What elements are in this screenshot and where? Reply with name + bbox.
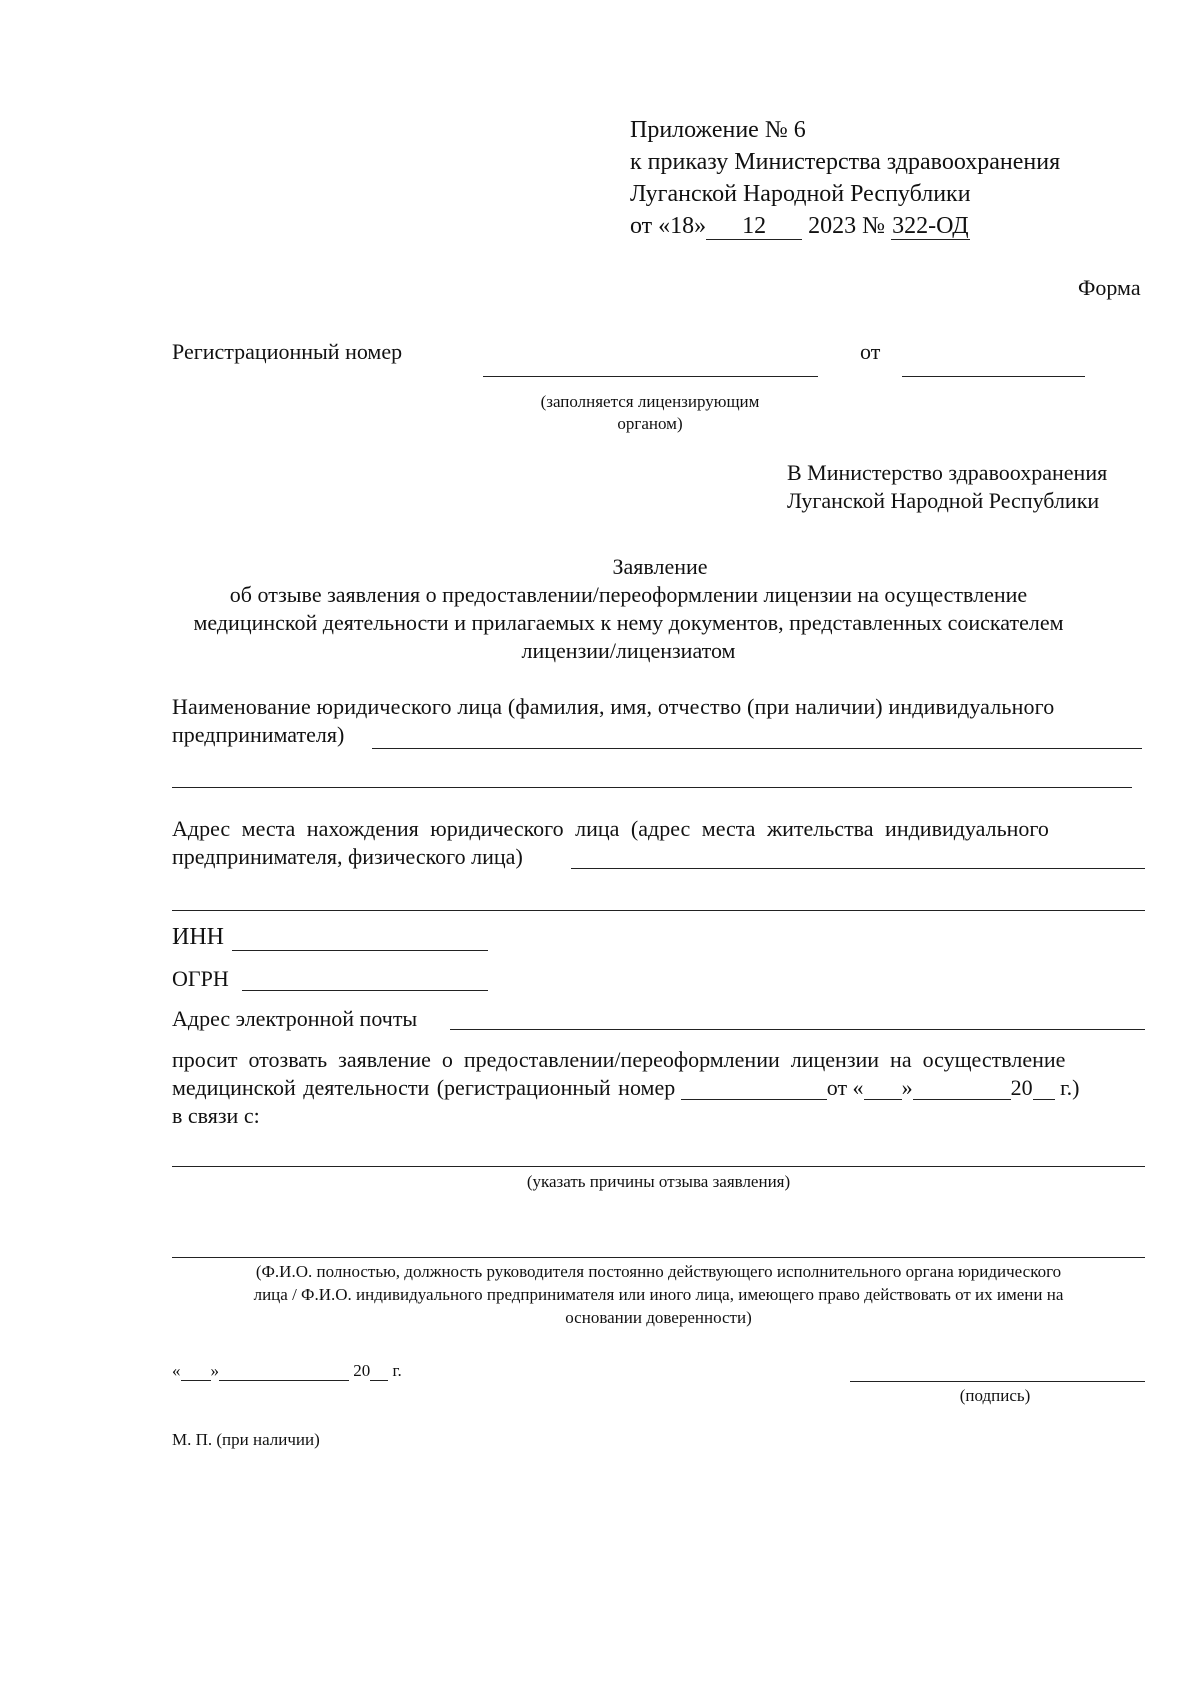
inn-label: ИНН	[172, 924, 224, 950]
inn-field[interactable]	[232, 950, 488, 951]
document-subtitle-1: об отзыве заявления о предоставлении/переоформлении лицензии на осуществление	[229, 582, 1028, 607]
address-field-line-2[interactable]	[172, 910, 1145, 911]
org-name-label: Наименование юридического лица (фамилия, имя, отчество (при наличии) индивидуального	[172, 694, 1055, 719]
request-from-close: »	[901, 1075, 913, 1100]
request-year-prefix: 20	[1010, 1075, 1033, 1100]
footer-year-suffix: г.	[392, 1361, 402, 1380]
request-reg-number-field[interactable]	[681, 1076, 827, 1100]
request-day-field[interactable]	[864, 1076, 902, 1100]
reason-field[interactable]	[172, 1166, 1145, 1167]
date-month: 12	[706, 214, 802, 240]
reason-note: (указать причины отзыва заявления)	[526, 1172, 791, 1191]
addressee-line-1: В Министерство здравоохранения	[787, 460, 1108, 485]
request-month-field[interactable]	[913, 1076, 1011, 1100]
address-label-2: предпринимателя, физического лица)	[172, 844, 523, 869]
request-text-2	[172, 1075, 1079, 1101]
registration-from-label: от	[860, 339, 881, 364]
document-title: Заявление	[612, 554, 708, 579]
appendix-republic: Луганской Народной Республики	[630, 181, 971, 207]
document-subtitle-3: лицензии/лицензиатом	[521, 638, 736, 663]
org-name-label-2: предпринимателя)	[172, 722, 345, 747]
signature-note: (подпись)	[959, 1386, 1031, 1405]
request-text-1: просит отозвать заявление о предоставлении/переоформлении лицензии на осуществление	[172, 1047, 1066, 1072]
appendix-number: Приложение № 6	[630, 117, 806, 143]
footer-date-open: «	[172, 1361, 181, 1380]
registration-note-2: органом)	[617, 414, 683, 433]
request-year-field[interactable]	[1033, 1076, 1055, 1100]
signatory-field[interactable]	[172, 1257, 1145, 1258]
email-label: Адрес электронной почты	[172, 1006, 418, 1031]
registration-number-label: Регистрационный номер	[172, 339, 403, 364]
addressee-line-2: Луганской Народной Республики	[787, 488, 1100, 513]
year-number-label: 2023 №	[808, 213, 886, 239]
footer-year-prefix: 20	[353, 1361, 371, 1380]
date-prefix: от «18»	[630, 213, 707, 239]
document-subtitle-2: медицинской деятельности и прилагаемых к нему документов, представленных соискателем	[193, 610, 1064, 635]
signatory-note-2: лица / Ф.И.О. индивидуального предпринимателя или иного лица, имеющего право действовать от их имени на	[253, 1285, 1064, 1304]
signatory-note-1: (Ф.И.О. полностью, должность руководителя постоянно действующего исполнительного органа юридического	[255, 1262, 1062, 1281]
request-reg-label: медицинской деятельности (регистрационный номер	[172, 1075, 676, 1100]
footer-date-line	[172, 1361, 402, 1381]
registration-date-field[interactable]	[902, 376, 1085, 377]
org-name-field[interactable]	[372, 748, 1142, 749]
org-name-label-line	[172, 694, 1145, 720]
signature-field[interactable]	[850, 1381, 1145, 1382]
form-label: Форма	[1078, 275, 1141, 300]
address-field[interactable]	[571, 868, 1145, 869]
org-name-field-line-2[interactable]	[172, 787, 1132, 788]
appendix-date-line	[630, 213, 970, 240]
ogrn-field[interactable]	[242, 990, 488, 991]
request-from-open: от «	[826, 1075, 864, 1100]
ogrn-label: ОГРН	[172, 966, 229, 991]
footer-date-close: »	[210, 1361, 219, 1380]
footer-year-field[interactable]	[370, 1362, 388, 1381]
request-text-3: в связи с:	[172, 1103, 260, 1128]
stamp-note: М. П. (при наличии)	[172, 1430, 320, 1449]
request-year-suffix: г.)	[1060, 1075, 1080, 1100]
footer-day-field[interactable]	[181, 1362, 211, 1381]
appendix-order-ref: к приказу Министерства здравоохранения	[630, 149, 1061, 175]
footer-month-field[interactable]	[219, 1362, 349, 1381]
order-number: 322-ОД	[892, 213, 969, 239]
address-label: Адрес места нахождения юридического лица (адрес места жительства индивидуального	[172, 816, 1049, 841]
email-field[interactable]	[450, 1029, 1145, 1030]
registration-number-field[interactable]	[483, 376, 818, 377]
registration-note-1: (заполняется лицензирующим	[540, 392, 760, 411]
signatory-note-3: основании доверенности)	[565, 1308, 752, 1327]
